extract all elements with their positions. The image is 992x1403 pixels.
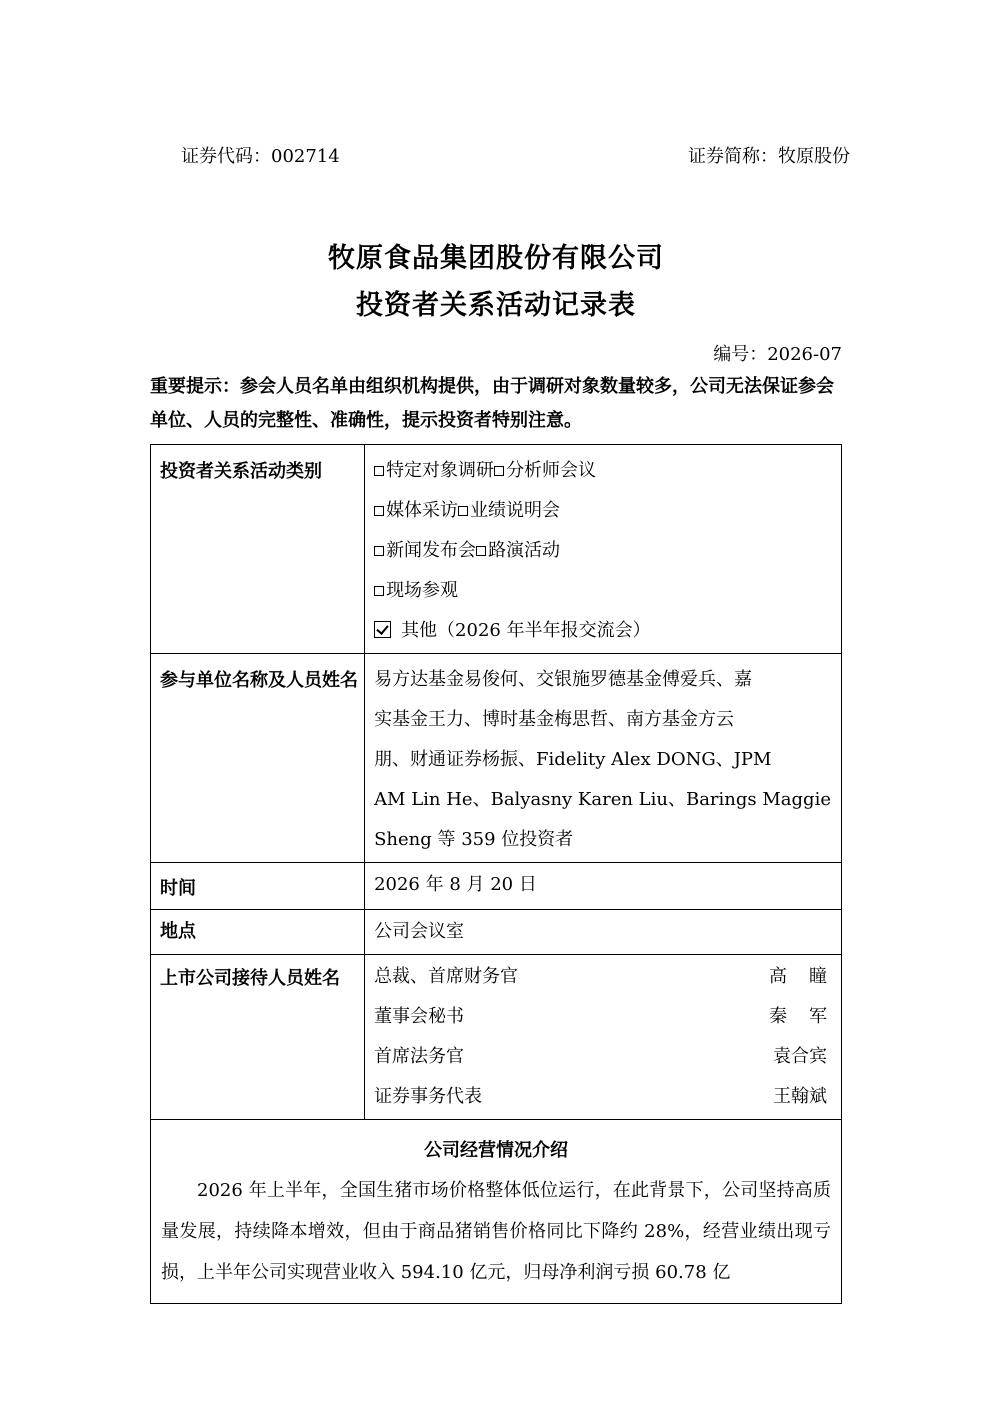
checkbox-icon [476, 546, 486, 556]
reception-person [374, 957, 849, 997]
option-label: 媒体采访 [386, 500, 459, 521]
reception-person [374, 997, 849, 1037]
row-location [151, 910, 842, 955]
label-activity-type: 投资者关系活动类别 [151, 445, 365, 654]
option-label: 特定对象调研 [386, 460, 495, 481]
row-activity-type [151, 445, 842, 654]
option-line-5 [374, 611, 831, 651]
participants-line: AM Lin He、Balyasny Karen Liu、Barings Maggie [374, 789, 831, 810]
company-title: 牧原食品集团股份有限公司 [328, 243, 664, 274]
option-label: 现场参观 [386, 580, 459, 601]
option-label: 业绩说明会 [470, 500, 561, 521]
row-reception [151, 955, 842, 1120]
activity-record-table [150, 444, 849, 1304]
section-heading: 公司经营情况介绍 [424, 1140, 568, 1161]
row-time [151, 863, 842, 910]
participants-line: Sheng 等 359 位投资者 [374, 829, 574, 850]
reception-role: 首席法务官 [374, 1046, 465, 1067]
participants-line: 实基金王力、博时基金梅思哲、南方基金方云 [374, 709, 735, 730]
checked-checkbox-icon [374, 621, 391, 638]
stock-short-name: 证券简称：牧原股份 [688, 146, 850, 167]
reception-role: 证券事务代表 [374, 1086, 483, 1107]
activity-type-options [365, 445, 842, 654]
time-text: 2026 年 8 月 20 日 [374, 874, 537, 895]
checkbox-icon [374, 506, 384, 516]
business-overview-cell [151, 1120, 842, 1304]
document-number: 编号：2026-07 [713, 344, 842, 365]
participants-value [365, 654, 842, 863]
reception-name: 王翰斌 [773, 1086, 827, 1107]
label-participants: 参与单位名称及人员姓名 [151, 654, 365, 863]
option-line-2 [374, 491, 831, 531]
participants-line: 朋、财通证券杨振、Fidelity Alex DONG、JPM [374, 749, 772, 770]
row-participants [151, 654, 842, 863]
row-business-overview [151, 1120, 842, 1304]
location-text: 公司会议室 [374, 921, 465, 942]
participants-line: 易方达基金易俊何、交银施罗德基金傅爱兵、嘉 [374, 669, 753, 690]
reception-role: 总裁、首席财务官 [374, 966, 519, 987]
checkbox-icon [374, 546, 384, 556]
reception-name: 高瞳 [769, 966, 849, 987]
reception-value [365, 955, 849, 1120]
reception-role: 董事会秘书 [374, 1006, 465, 1027]
label-reception: 上市公司接待人员姓名 [151, 955, 365, 1120]
reception-name: 秦军 [769, 1006, 849, 1027]
option-label: 新闻发布会 [386, 540, 477, 561]
option-line-3 [374, 531, 831, 571]
checkbox-icon [374, 586, 384, 596]
reception-person [374, 1077, 831, 1117]
checkbox-icon [494, 466, 504, 476]
label-location: 地点 [151, 910, 365, 955]
option-line-1 [374, 451, 831, 491]
option-other-label: 其他（2026 年半年报交流会） [401, 620, 651, 641]
reception-name: 袁合宾 [773, 1046, 827, 1067]
time-value [365, 863, 842, 910]
record-title: 投资者关系活动记录表 [356, 290, 636, 321]
reception-person [374, 1037, 831, 1077]
option-line-4 [374, 571, 831, 611]
checkbox-icon [374, 466, 384, 476]
label-time: 时间 [151, 863, 365, 910]
option-label: 分析师会议 [506, 460, 597, 481]
option-label: 路演活动 [488, 540, 561, 561]
important-notice: 重要提示：参会人员名单由组织机构提供，由于调研对象数量较多，公司无法保证参会单位、人员的完整性、准确性，提示投资者特别注意。 [150, 376, 834, 431]
stock-code: 证券代码：002714 [181, 146, 340, 167]
checkbox-icon [458, 506, 468, 516]
location-value [365, 910, 842, 955]
business-paragraph: 2026 年上半年，全国生猪市场价格整体低位运行，在此背景下，公司坚持高质量发展，持续降本增效，但由于商品猪销售价格同比下降约 28%，经营业绩出现亏损，上半年公司实现营业收入 594.10 亿元，归母净利润亏损 60.78 亿 [161, 1180, 831, 1283]
